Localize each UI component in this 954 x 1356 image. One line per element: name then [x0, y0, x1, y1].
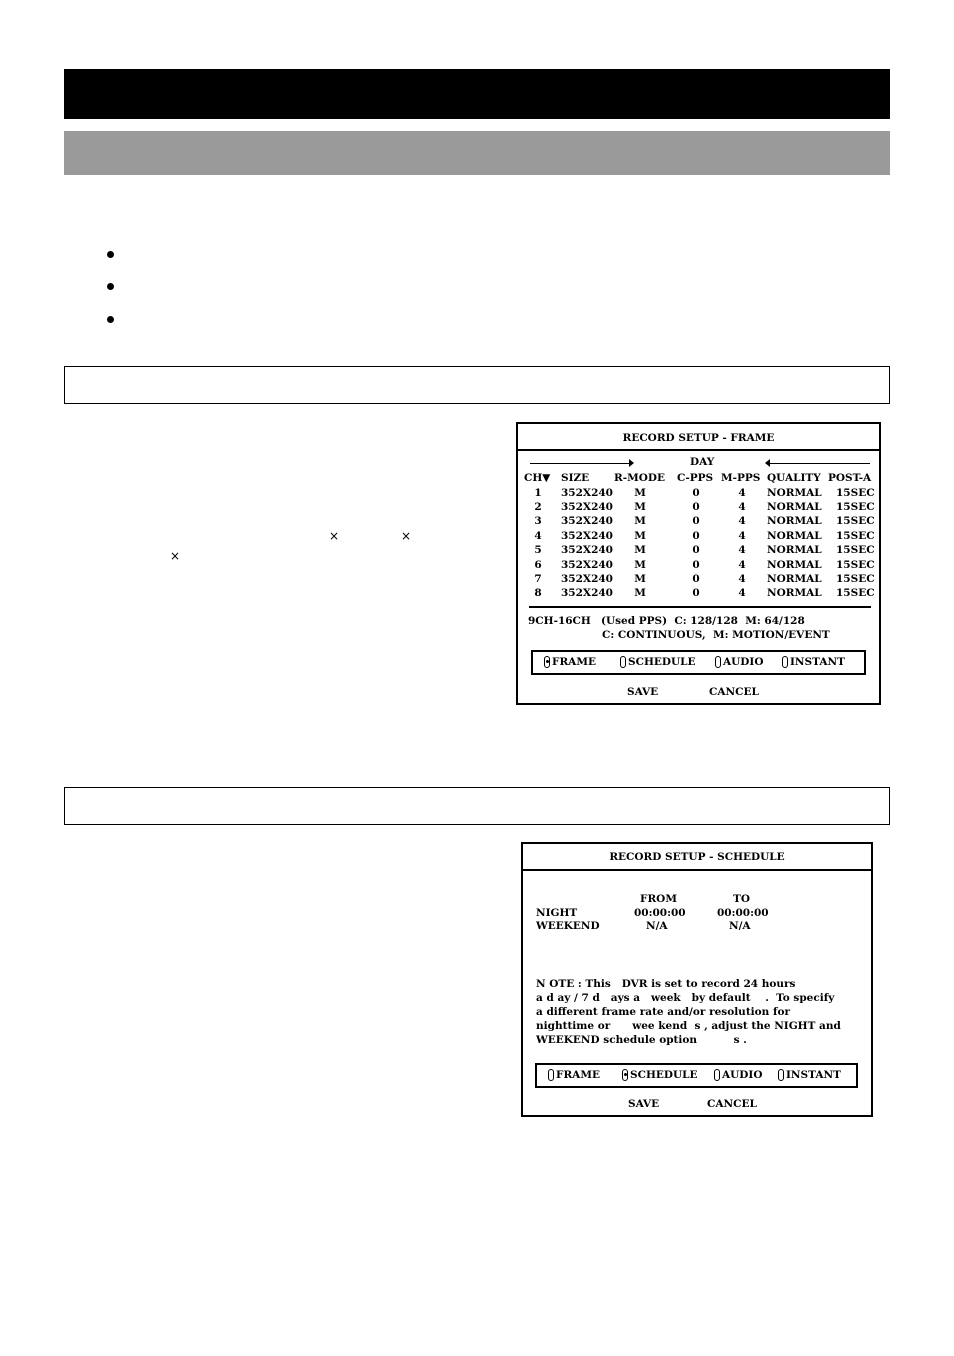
cell-ch: 8: [534, 587, 542, 599]
col-header-rmode: R-MODE: [614, 472, 665, 484]
panel-title: RECORD SETUP - SCHEDULE: [609, 851, 785, 863]
title-divider: [523, 869, 871, 871]
cell-ch: 6: [534, 559, 542, 571]
radio-icon: [782, 656, 788, 668]
record-setup-schedule-panel: [521, 842, 873, 1117]
tab-instant[interactable]: [782, 654, 845, 670]
tab-label: AUDIO: [723, 656, 764, 668]
tab-audio[interactable]: [714, 1067, 762, 1083]
radio-icon: [548, 1069, 554, 1081]
record-setup-tabs: [531, 650, 866, 675]
col-header-cpps: C-PPS: [677, 472, 714, 484]
cell-cpps: 0: [692, 501, 700, 513]
col-header-ch[interactable]: CH▼: [524, 472, 551, 484]
cell-cpps: 0: [692, 544, 700, 556]
cell-posta: 15SEC: [836, 501, 875, 513]
channel-range[interactable]: 9CH-16CH: [528, 615, 591, 627]
cell-size: 352X240: [561, 544, 613, 556]
tab-instant[interactable]: [778, 1067, 841, 1083]
cell-size: 352X240: [561, 487, 613, 499]
cell-ch: 5: [534, 544, 542, 556]
cell-quality: NORMAL: [767, 530, 822, 542]
cell-quality: NORMAL: [767, 501, 822, 513]
note-line: WEEKEND schedule option s .: [536, 1034, 747, 1046]
tab-label: FRAME: [552, 656, 596, 668]
cell-ch: 7: [534, 573, 542, 585]
cell-posta: 15SEC: [836, 573, 875, 585]
cell-rmode: M: [634, 559, 646, 571]
tab-audio[interactable]: [715, 654, 763, 670]
save-button[interactable]: SAVE: [627, 686, 659, 698]
col-header-quality: QUALITY: [767, 472, 821, 484]
bullet-1: [107, 251, 114, 258]
cell-mpps: 4: [738, 530, 746, 542]
cell-ch: 4: [534, 530, 542, 542]
from-label: FROM: [640, 893, 677, 905]
cell-ch: 3: [534, 515, 542, 527]
arrow-right-icon: [629, 459, 634, 467]
arrow-line: [530, 463, 630, 464]
radio-selected-icon: [622, 1069, 628, 1081]
cell-rmode: M: [634, 544, 646, 556]
cell-posta: 15SEC: [836, 487, 875, 499]
mode-legend: C: CONTINUOUS, M: MOTION/EVENT: [602, 629, 830, 641]
tab-label: FRAME: [556, 1069, 600, 1081]
cell-size: 352X240: [561, 559, 613, 571]
arrow-line: [770, 463, 870, 464]
cell-cpps: 0: [692, 587, 700, 599]
cell-posta: 15SEC: [836, 544, 875, 556]
night-to-value[interactable]: 00:00:00: [717, 907, 769, 919]
weekend-label[interactable]: WEEKEND: [536, 920, 600, 932]
night-from-value[interactable]: 00:00:00: [634, 907, 686, 919]
cell-cpps: 0: [692, 530, 700, 542]
col-header-mpps: M-PPS: [721, 472, 761, 484]
tab-label: SCHEDULE: [630, 1069, 698, 1081]
tab-frame[interactable]: [548, 1067, 600, 1083]
subheader-bar: [64, 131, 890, 175]
bullet-3: [107, 316, 114, 323]
tab-frame[interactable]: [544, 654, 596, 670]
cell-rmode: M: [634, 573, 646, 585]
cell-quality: NORMAL: [767, 515, 822, 527]
record-setup-frame-panel: [516, 422, 881, 705]
cell-quality: NORMAL: [767, 573, 822, 585]
note-line: nighttime or wee kend s , adjust the NIGHT and: [536, 1020, 841, 1032]
weekend-from-value[interactable]: N/A: [646, 920, 668, 932]
times-mark: ×: [170, 549, 181, 563]
radio-selected-icon: [544, 656, 550, 668]
cell-quality: NORMAL: [767, 544, 822, 556]
section-box-schedule: [64, 787, 890, 825]
cell-posta: 15SEC: [836, 515, 875, 527]
cell-cpps: 0: [692, 487, 700, 499]
tab-label: INSTANT: [786, 1069, 841, 1081]
cell-posta: 15SEC: [836, 559, 875, 571]
cell-rmode: M: [634, 530, 646, 542]
cell-mpps: 4: [738, 501, 746, 513]
radio-icon: [715, 656, 721, 668]
cell-rmode: M: [634, 515, 646, 527]
cell-mpps: 4: [738, 544, 746, 556]
times-mark: ×: [401, 529, 412, 543]
night-label[interactable]: NIGHT: [536, 907, 578, 919]
cell-mpps: 4: [738, 515, 746, 527]
cell-rmode: M: [634, 487, 646, 499]
title-divider: [518, 449, 879, 451]
cell-size: 352X240: [561, 515, 613, 527]
times-mark: ×: [329, 529, 340, 543]
tab-schedule[interactable]: [620, 654, 696, 670]
cell-mpps: 4: [738, 559, 746, 571]
save-button[interactable]: SAVE: [628, 1098, 660, 1110]
table-divider: [529, 606, 871, 608]
used-pps: (Used PPS) C: 128/128 M: 64/128: [601, 615, 805, 627]
cell-quality: NORMAL: [767, 559, 822, 571]
cell-quality: NORMAL: [767, 487, 822, 499]
cell-mpps: 4: [738, 487, 746, 499]
cell-size: 352X240: [561, 573, 613, 585]
radio-icon: [620, 656, 626, 668]
tab-label: AUDIO: [722, 1069, 763, 1081]
cell-posta: 15SEC: [836, 530, 875, 542]
header-bar: [64, 69, 890, 119]
cell-posta: 15SEC: [836, 587, 875, 599]
col-header-size: SIZE: [561, 472, 590, 484]
panel-title: RECORD SETUP - FRAME: [622, 432, 775, 444]
cell-size: 352X240: [561, 530, 613, 542]
record-setup-tabs: [535, 1063, 858, 1088]
note-line: N OTE : This DVR is set to record 24 hours: [536, 978, 796, 990]
cell-ch: 2: [534, 501, 542, 513]
cell-ch: 1: [534, 487, 542, 499]
cell-cpps: 0: [692, 559, 700, 571]
col-header-posta: POST-A: [828, 472, 872, 484]
cell-size: 352X240: [561, 587, 613, 599]
radio-icon: [778, 1069, 784, 1081]
cancel-button[interactable]: CANCEL: [709, 686, 759, 698]
day-label: DAY: [690, 456, 715, 468]
cell-cpps: 0: [692, 515, 700, 527]
weekend-to-value[interactable]: N/A: [729, 920, 751, 932]
radio-icon: [714, 1069, 720, 1081]
note-line: a different frame rate and/or resolution for: [536, 1006, 790, 1018]
note-line: a d ay / 7 d ays a week by default . To specify: [536, 992, 835, 1004]
cell-mpps: 4: [738, 587, 746, 599]
cell-rmode: M: [634, 587, 646, 599]
to-label: TO: [733, 893, 750, 905]
cell-quality: NORMAL: [767, 587, 822, 599]
bullet-2: [107, 283, 114, 290]
cancel-button[interactable]: CANCEL: [707, 1098, 757, 1110]
tab-label: SCHEDULE: [628, 656, 696, 668]
section-box-frame: [64, 366, 890, 404]
cell-cpps: 0: [692, 573, 700, 585]
cell-mpps: 4: [738, 573, 746, 585]
tab-schedule[interactable]: [622, 1067, 698, 1083]
cell-size: 352X240: [561, 501, 613, 513]
cell-rmode: M: [634, 501, 646, 513]
tab-label: INSTANT: [790, 656, 845, 668]
